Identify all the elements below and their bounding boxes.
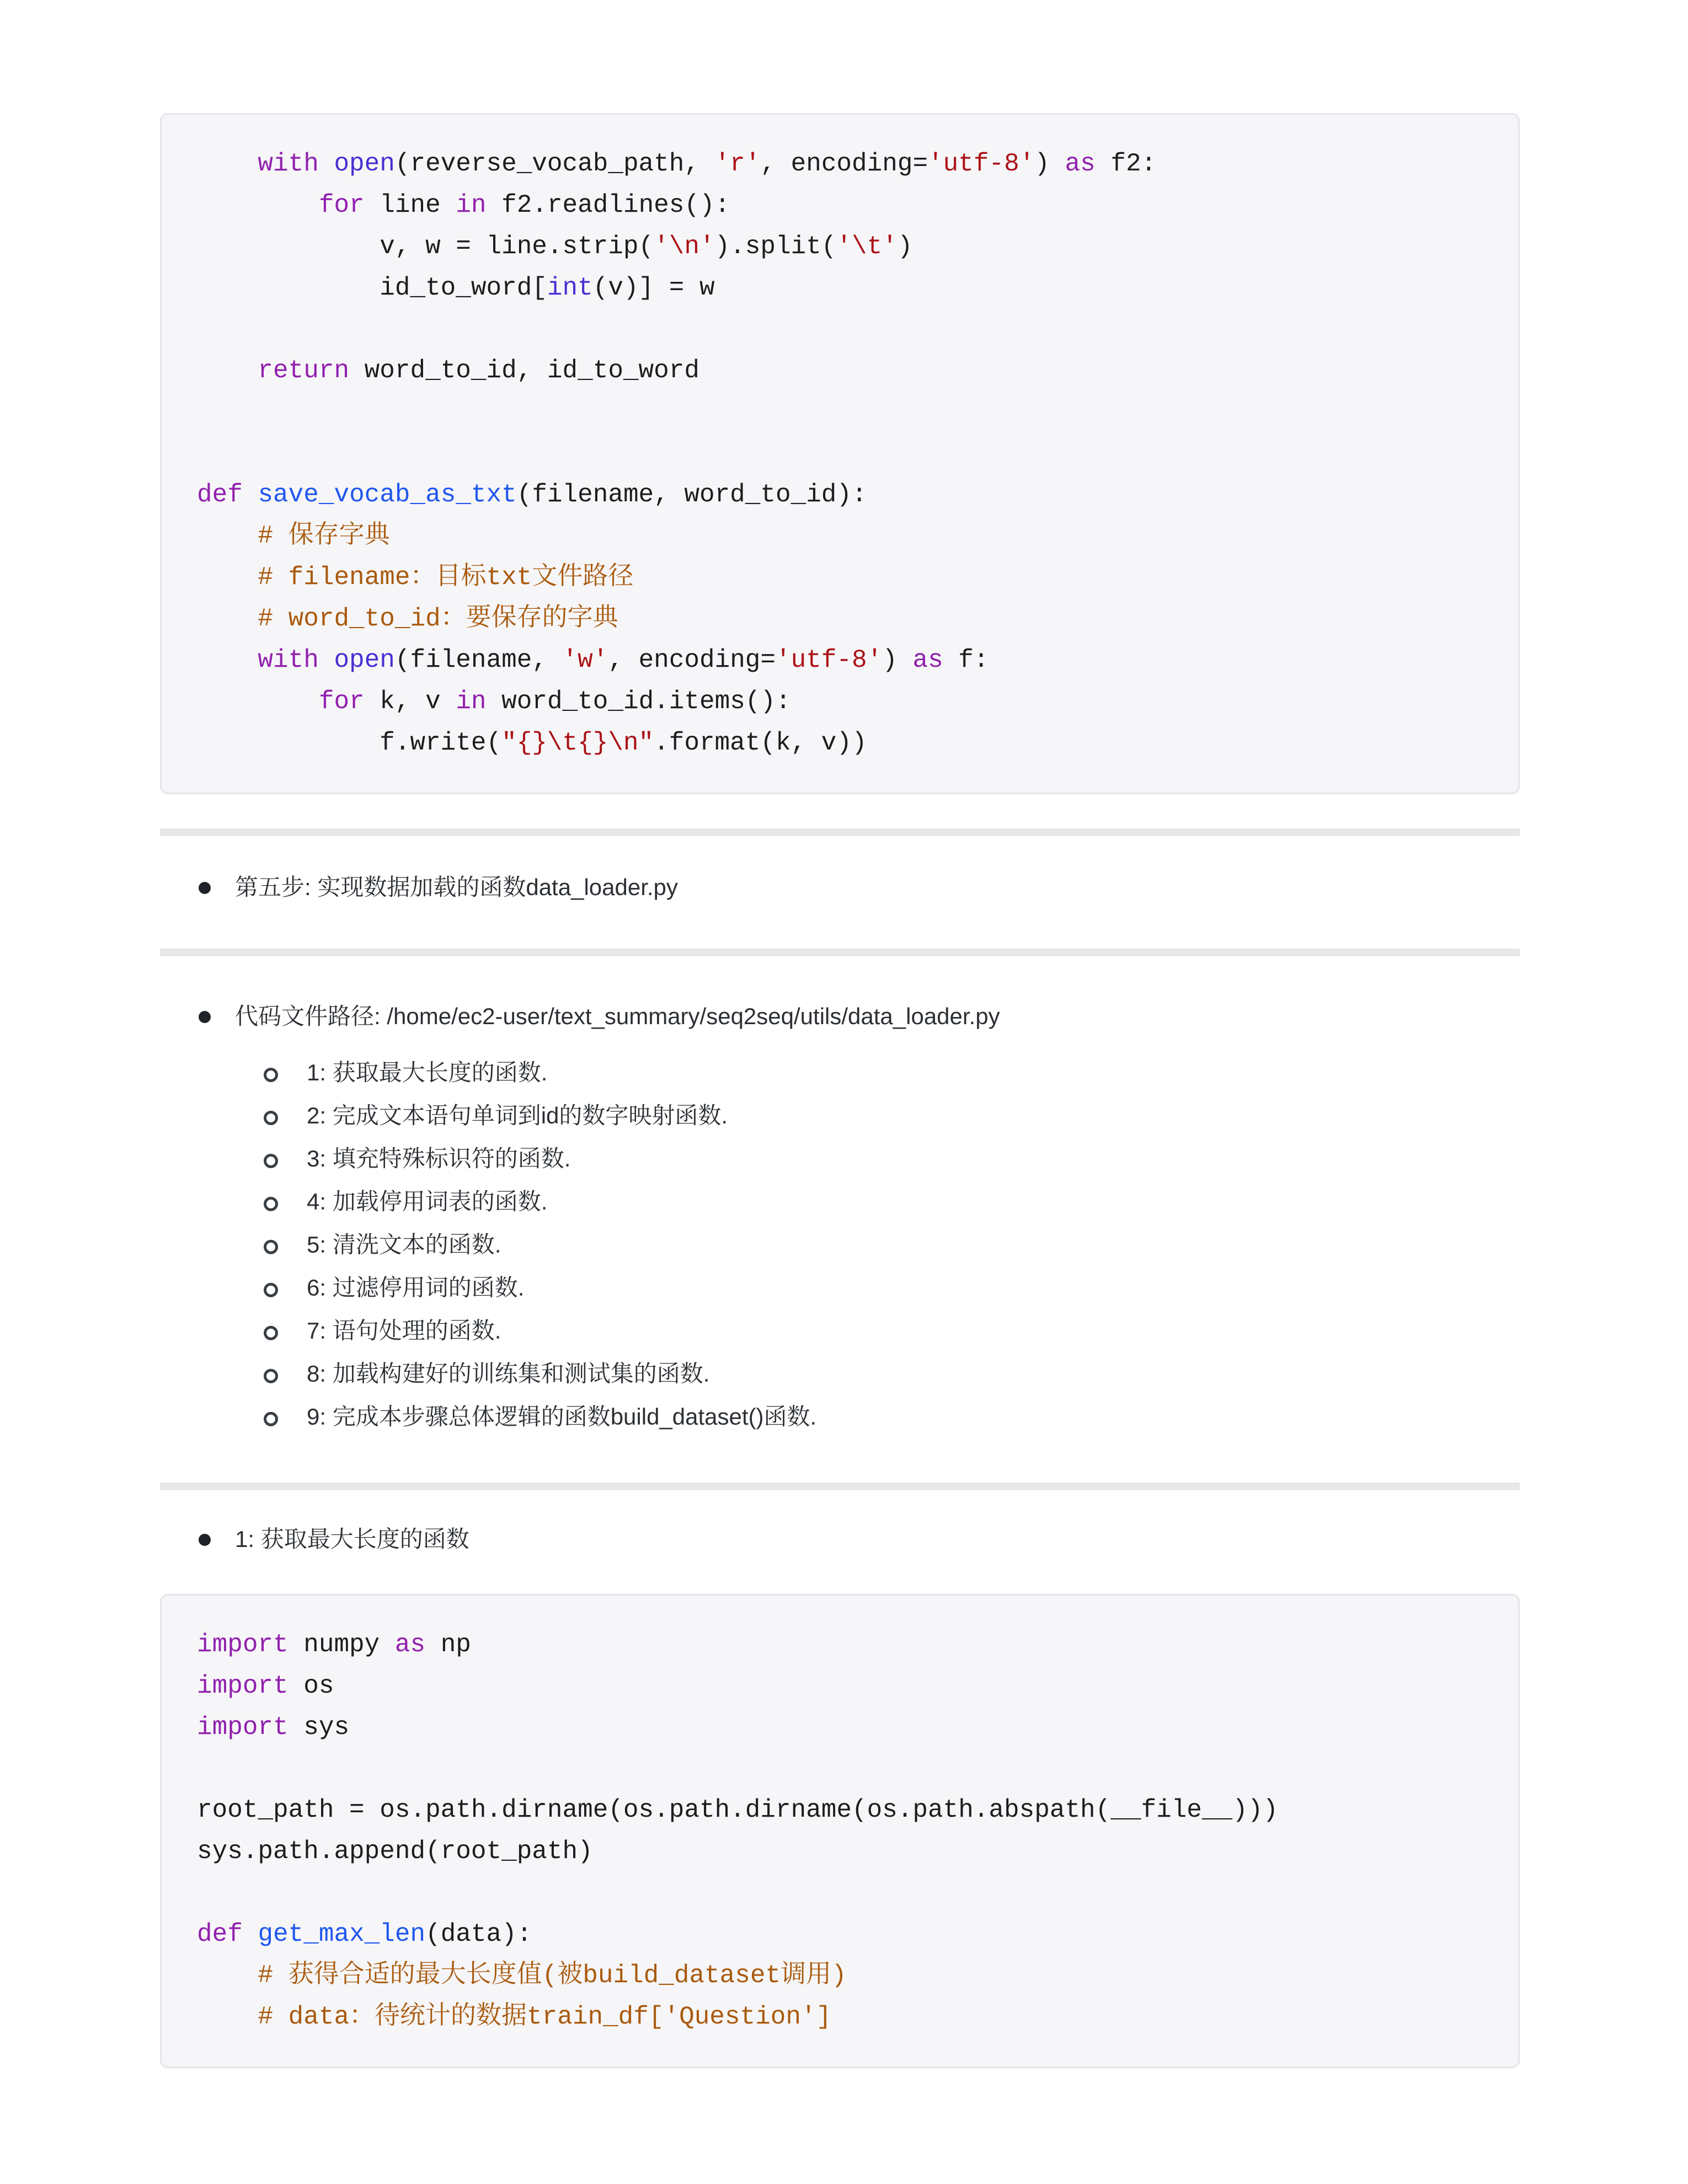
bullet-icon [199,882,211,894]
list-item-label: 8: 加载构建好的训练集和测试集的函数. [307,1361,710,1387]
list-item [160,1184,1520,1220]
code-line: v, w = line.strip('\n').split('\t') [197,232,913,261]
code-line [197,1748,1483,1790]
circle-bullet-icon [264,1197,278,1211]
circle-bullet-icon [264,1369,278,1383]
circle-bullet-icon [264,1283,278,1297]
list-item-label: 6: 过滤停用词的函数. [307,1275,525,1300]
code-line: def get_max_len(data): [197,1920,532,1949]
code-block-data-loader [160,1594,1520,2068]
circle-bullet-icon [264,1068,278,1082]
code-line: root_path = os.path.dirname(os.path.dirname(os.path.abspath(__file__))) [197,1796,1278,1824]
list-item-label: 2: 完成文本语句单词到id的数字映射函数. [307,1102,728,1128]
code-line: f.write("{}\t{}\n".format(k, v)) [197,729,867,757]
list-item [160,1270,1520,1306]
list-item-label: 1: 获取最大长度的函数 [235,1526,469,1552]
code-line: for line in f2.readlines(): [318,191,730,220]
bullet-icon [199,1534,211,1546]
list-item-label: 4: 加载停用词表的函数. [307,1189,548,1214]
content-column [160,0,1520,2068]
list-item-label: 5: 清洗文本的函数. [307,1232,501,1257]
list-item-code-path [160,998,1520,1035]
list-item-label: 第五步: 实现数据加载的函数data_loader.py [235,874,678,900]
list-item [160,1399,1520,1435]
list-item [160,1054,1520,1091]
section-divider [160,949,1520,956]
code-line: # filename：目标txt文件路径 [258,563,634,592]
circle-bullet-icon [264,1412,278,1426]
code-line: def save_vocab_as_txt(filename, word_to_id): [197,480,867,509]
code-line: import sys [197,1713,350,1742]
code-line: # word_to_id：要保存的字典 [258,604,618,633]
list-item-label: 7: 语句处理的函数. [307,1318,501,1343]
code-line: with open(filename, 'w', encoding='utf-8') as f: [258,646,989,675]
bullet-icon [199,1011,211,1023]
code-block-save-vocab [160,113,1520,794]
list-item [160,1098,1520,1134]
list-item [160,1227,1520,1263]
code-line [197,392,1483,433]
code-line [197,1872,1483,1914]
circle-bullet-icon [264,1326,278,1340]
section-divider [160,1482,1520,1490]
code-line: for k, v in word_to_id.items(): [318,687,791,716]
code-line [197,433,1483,474]
code-line: # 保存字典 [258,522,390,550]
code-line: # 获得合适的最大长度值(被build_dataset调用) [258,1961,847,1990]
list-item-label: 1: 获取最大长度的函数. [307,1059,548,1085]
list-item-label: 9: 完成本步骤总体逻辑的函数build_dataset()函数. [307,1404,817,1430]
list-item-get-max-len [160,1521,1520,1557]
code-line: id_to_word[int(v)] = w [197,274,715,302]
circle-bullet-icon [264,1240,278,1254]
circle-bullet-icon [264,1154,278,1168]
list-item-label: 3: 填充特殊标识符的函数. [307,1145,571,1171]
code-line: import numpy as np [197,1630,471,1659]
code-line: with open(reverse_vocab_path, 'r', encoding='utf-8') as f2: [258,149,1157,178]
code-line: import os [197,1672,334,1700]
code-line [197,309,1483,350]
code-line: sys.path.append(root_path) [197,1837,593,1866]
list-item [160,1356,1520,1392]
list-item [160,1313,1520,1349]
circle-bullet-icon [264,1111,278,1125]
list-item-label: 代码文件路径: /home/ec2-user/text_summary/seq2seq/utils/data_loader.py [235,1003,1000,1029]
list-item [160,1141,1520,1177]
code-line: return word_to_id, id_to_word [258,356,699,385]
code-line: # data：待统计的数据train_df['Question'] [258,2003,832,2031]
function-sub-list [160,1054,1520,1435]
section-divider [160,828,1520,836]
list-item-step5 [160,869,1520,906]
